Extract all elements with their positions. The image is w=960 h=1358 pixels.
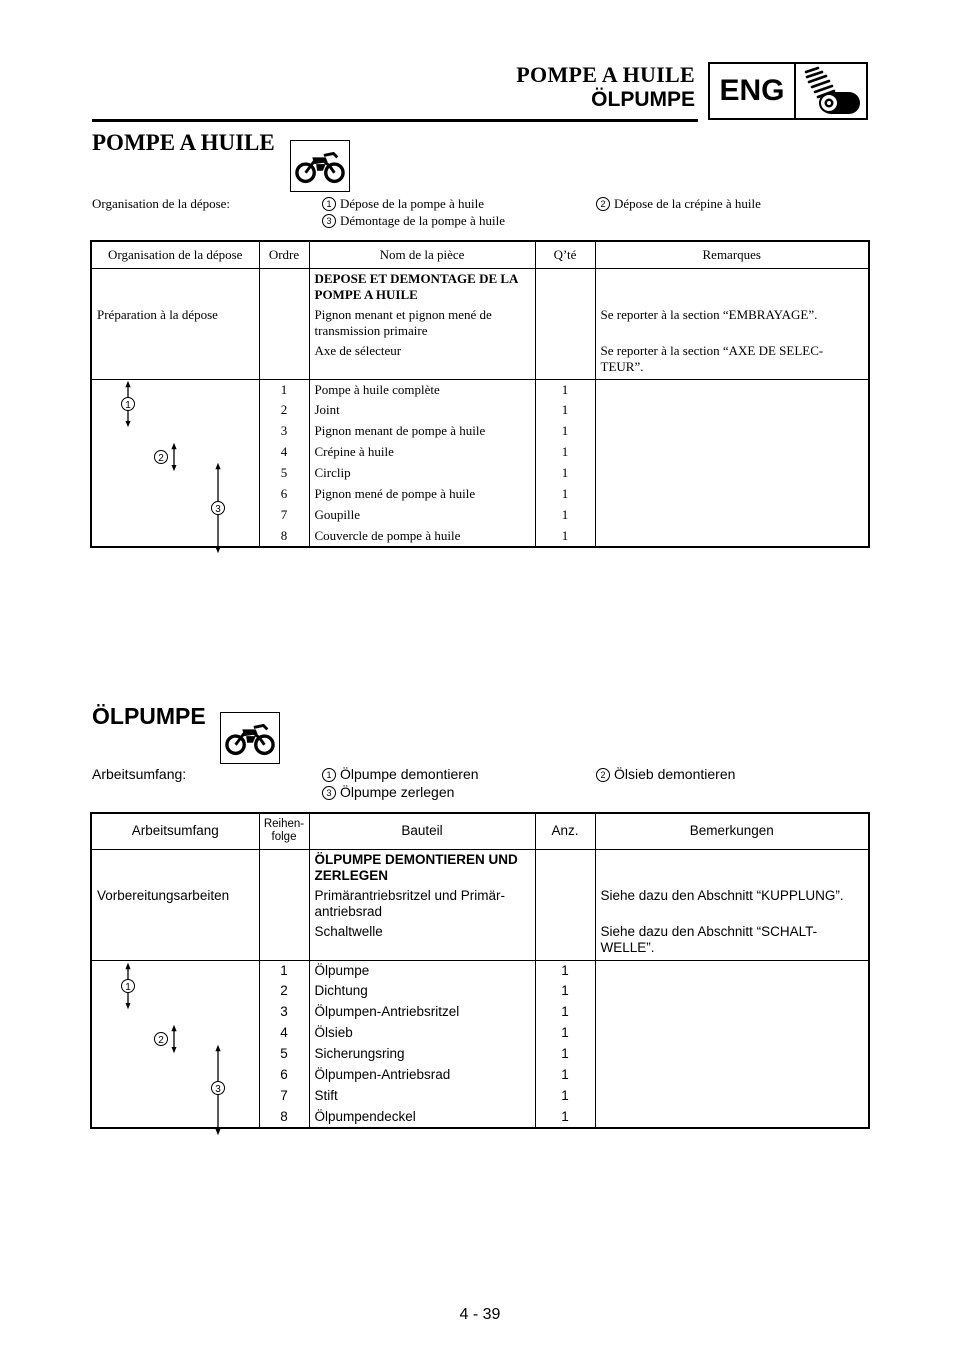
cell-name: Ölpumpen-Antriebsrad [309, 1065, 535, 1086]
cell-qty: 1 [535, 421, 595, 442]
circled-number: 2 [158, 453, 164, 464]
org-item-de-3 [322, 784, 454, 800]
org-item-fr-1 [322, 196, 484, 212]
cell-qty: 1 [535, 400, 595, 421]
cell-qty: 1 [535, 442, 595, 463]
cell-name: Joint [309, 400, 535, 421]
cell-qty [535, 305, 595, 341]
cell-qty: 1 [535, 960, 595, 981]
circled-number: 1 [125, 400, 131, 411]
header-title-de: ÖLPUMPE [591, 88, 695, 111]
circled-number: 2 [596, 768, 610, 782]
org-item-text: Démontage de la pompe à huile [340, 213, 505, 228]
cell-name: Circlip [309, 463, 535, 484]
cell-order: 1 [259, 960, 309, 981]
circled-number: 2 [596, 197, 610, 211]
cell-remark [595, 268, 869, 305]
eng-badge [708, 62, 868, 120]
cell-order: 1 [259, 379, 309, 400]
org-item-text: Ölsieb demontieren [614, 766, 736, 782]
eng-label: ENG [710, 64, 796, 118]
cell-qty: 1 [535, 1086, 595, 1107]
table-row [91, 305, 869, 341]
cell-order: 4 [259, 1023, 309, 1044]
cell-qty: 1 [535, 1065, 595, 1086]
cell-order: 7 [259, 505, 309, 526]
col-header: Arbeitsumfang [91, 813, 259, 849]
org-item-de-1 [322, 766, 479, 782]
org-item-text: Dépose de la pompe à huile [340, 196, 485, 211]
col-header: Nom de la pièce [309, 241, 535, 268]
org-item-text: Ölpumpe demontieren [340, 766, 479, 782]
cell-org [91, 849, 259, 886]
cell-name: Ölpumpe [309, 960, 535, 981]
cell-qty [535, 922, 595, 961]
cell-qty: 1 [535, 484, 595, 505]
cell-qty: 1 [535, 526, 595, 547]
table-header [91, 813, 869, 849]
col-header: Q’té [535, 241, 595, 268]
cell-name: Ölpumpen-Antriebsritzel [309, 1002, 535, 1023]
cell-name: Ölpumpendeckel [309, 1107, 535, 1128]
cell-order: 3 [259, 421, 309, 442]
org-item-fr-2 [596, 196, 761, 212]
org-item-de-2 [596, 766, 735, 782]
sequence-arrows-fr [110, 380, 250, 555]
org-item-text: Ölpumpe zerlegen [340, 784, 455, 800]
cell-qty [535, 849, 595, 886]
table-row [91, 849, 869, 886]
col-header: Ordre [259, 241, 309, 268]
table-row [91, 341, 869, 380]
cell-org: Préparation à la dépose [97, 306, 218, 322]
cell-qty [535, 268, 595, 305]
cell-name: Stift [309, 1086, 535, 1107]
page-number: 4 - 39 [459, 1306, 501, 1323]
cell-qty [535, 341, 595, 380]
cell-order: 8 [259, 526, 309, 547]
cell-remark [595, 849, 869, 886]
cell-name: Ölsieb [309, 1023, 535, 1044]
motorcycle-icon [290, 140, 350, 192]
circled-number: 1 [125, 982, 131, 993]
table-header [91, 241, 869, 268]
cell-qty: 1 [535, 505, 595, 526]
cell-remark: Se reporter à la section “EMBRAYAGE”. [595, 305, 869, 341]
org-item-fr-3 [322, 213, 505, 229]
cell-qty: 1 [535, 463, 595, 484]
org-item-text: Dépose de la crépine à huile [614, 196, 761, 211]
cell-name: Schaltwelle [309, 922, 535, 961]
org-label-fr: Organisation de la dépose: [92, 196, 231, 211]
cell-name: Pompe à huile complète [309, 379, 535, 400]
circled-number: 1 [322, 197, 336, 211]
circled-number: 1 [322, 768, 336, 782]
cell-org [91, 341, 259, 380]
header-title-fr: POMPE A HUILE [516, 62, 695, 87]
circled-number: 3 [322, 214, 336, 228]
cell-name: Goupille [309, 505, 535, 526]
cell-order: 6 [259, 1065, 309, 1086]
cell-name: Couvercle de pompe à huile [309, 526, 535, 547]
cell-org [91, 268, 259, 305]
cell-qty: 1 [535, 981, 595, 1002]
cell-order: 6 [259, 484, 309, 505]
cell-order: 7 [259, 1086, 309, 1107]
cell-qty: 1 [535, 1107, 595, 1128]
cell-remark: Siehe dazu den Abschnitt “SCHALT-WELLE”. [595, 922, 869, 961]
cell-qty: 1 [535, 1023, 595, 1044]
cell-name: Pignon menant de pompe à huile [309, 421, 535, 442]
cell-name: Sicherungsring [309, 1044, 535, 1065]
cell-order: 8 [259, 1107, 309, 1128]
header-rule [92, 119, 698, 122]
org-label-de: Arbeitsumfang: [92, 766, 187, 782]
cell-qty [535, 886, 595, 922]
table-row [91, 886, 869, 922]
cell-name: Crépine à huile [309, 442, 535, 463]
cell-order: 5 [259, 463, 309, 484]
cell-remark: Se reporter à la section “AXE DE SELEC-TEUR”. [595, 341, 869, 380]
col-header: Reihen-folge [259, 813, 309, 849]
engine-spring-icon [796, 66, 866, 116]
cell-order: 5 [259, 1044, 309, 1065]
table-row [91, 268, 869, 305]
col-header: Remarques [595, 241, 869, 268]
cell-name: Pignon mené de pompe à huile [309, 484, 535, 505]
circled-number: 3 [215, 1084, 221, 1095]
cell-name: Dichtung [309, 981, 535, 1002]
section-title-fr: POMPE A HUILE [92, 130, 275, 155]
cell-order: 3 [259, 1002, 309, 1023]
cell-name: ÖLPUMPE DEMONTIEREN UND ZERLEGEN [309, 849, 535, 886]
circled-number: 3 [322, 786, 336, 800]
table-row [91, 922, 869, 961]
cell-qty: 1 [535, 1044, 595, 1065]
cell-org: Vorbereitungsarbeiten [97, 887, 230, 903]
cell-name: Primärantriebsritzel und Primär-antriebsrad [309, 886, 535, 922]
col-header: Anz. [535, 813, 595, 849]
cell-order: 2 [259, 400, 309, 421]
cell-org [91, 922, 259, 961]
cell-qty: 1 [535, 379, 595, 400]
cell-qty: 1 [535, 1002, 595, 1023]
cell-order: 4 [259, 442, 309, 463]
col-header: Bauteil [309, 813, 535, 849]
section-title-de: ÖLPUMPE [92, 703, 206, 729]
motorcycle-icon [220, 712, 280, 764]
circled-number: 3 [215, 504, 221, 515]
sequence-arrows-de [110, 962, 250, 1137]
cell-order: 2 [259, 981, 309, 1002]
col-header: Organisation de la dépose [91, 241, 259, 268]
cell-name: Axe de sélecteur [309, 341, 535, 380]
col-header: Bemerkungen [595, 813, 869, 849]
circled-number: 2 [158, 1035, 164, 1046]
cell-name: DEPOSE ET DEMONTAGE DE LA POMPE A HUILE [309, 268, 535, 305]
cell-remark: Siehe dazu den Abschnitt “KUPPLUNG”. [595, 886, 869, 922]
cell-name: Pignon menant et pignon mené de transmission primaire [309, 305, 535, 341]
